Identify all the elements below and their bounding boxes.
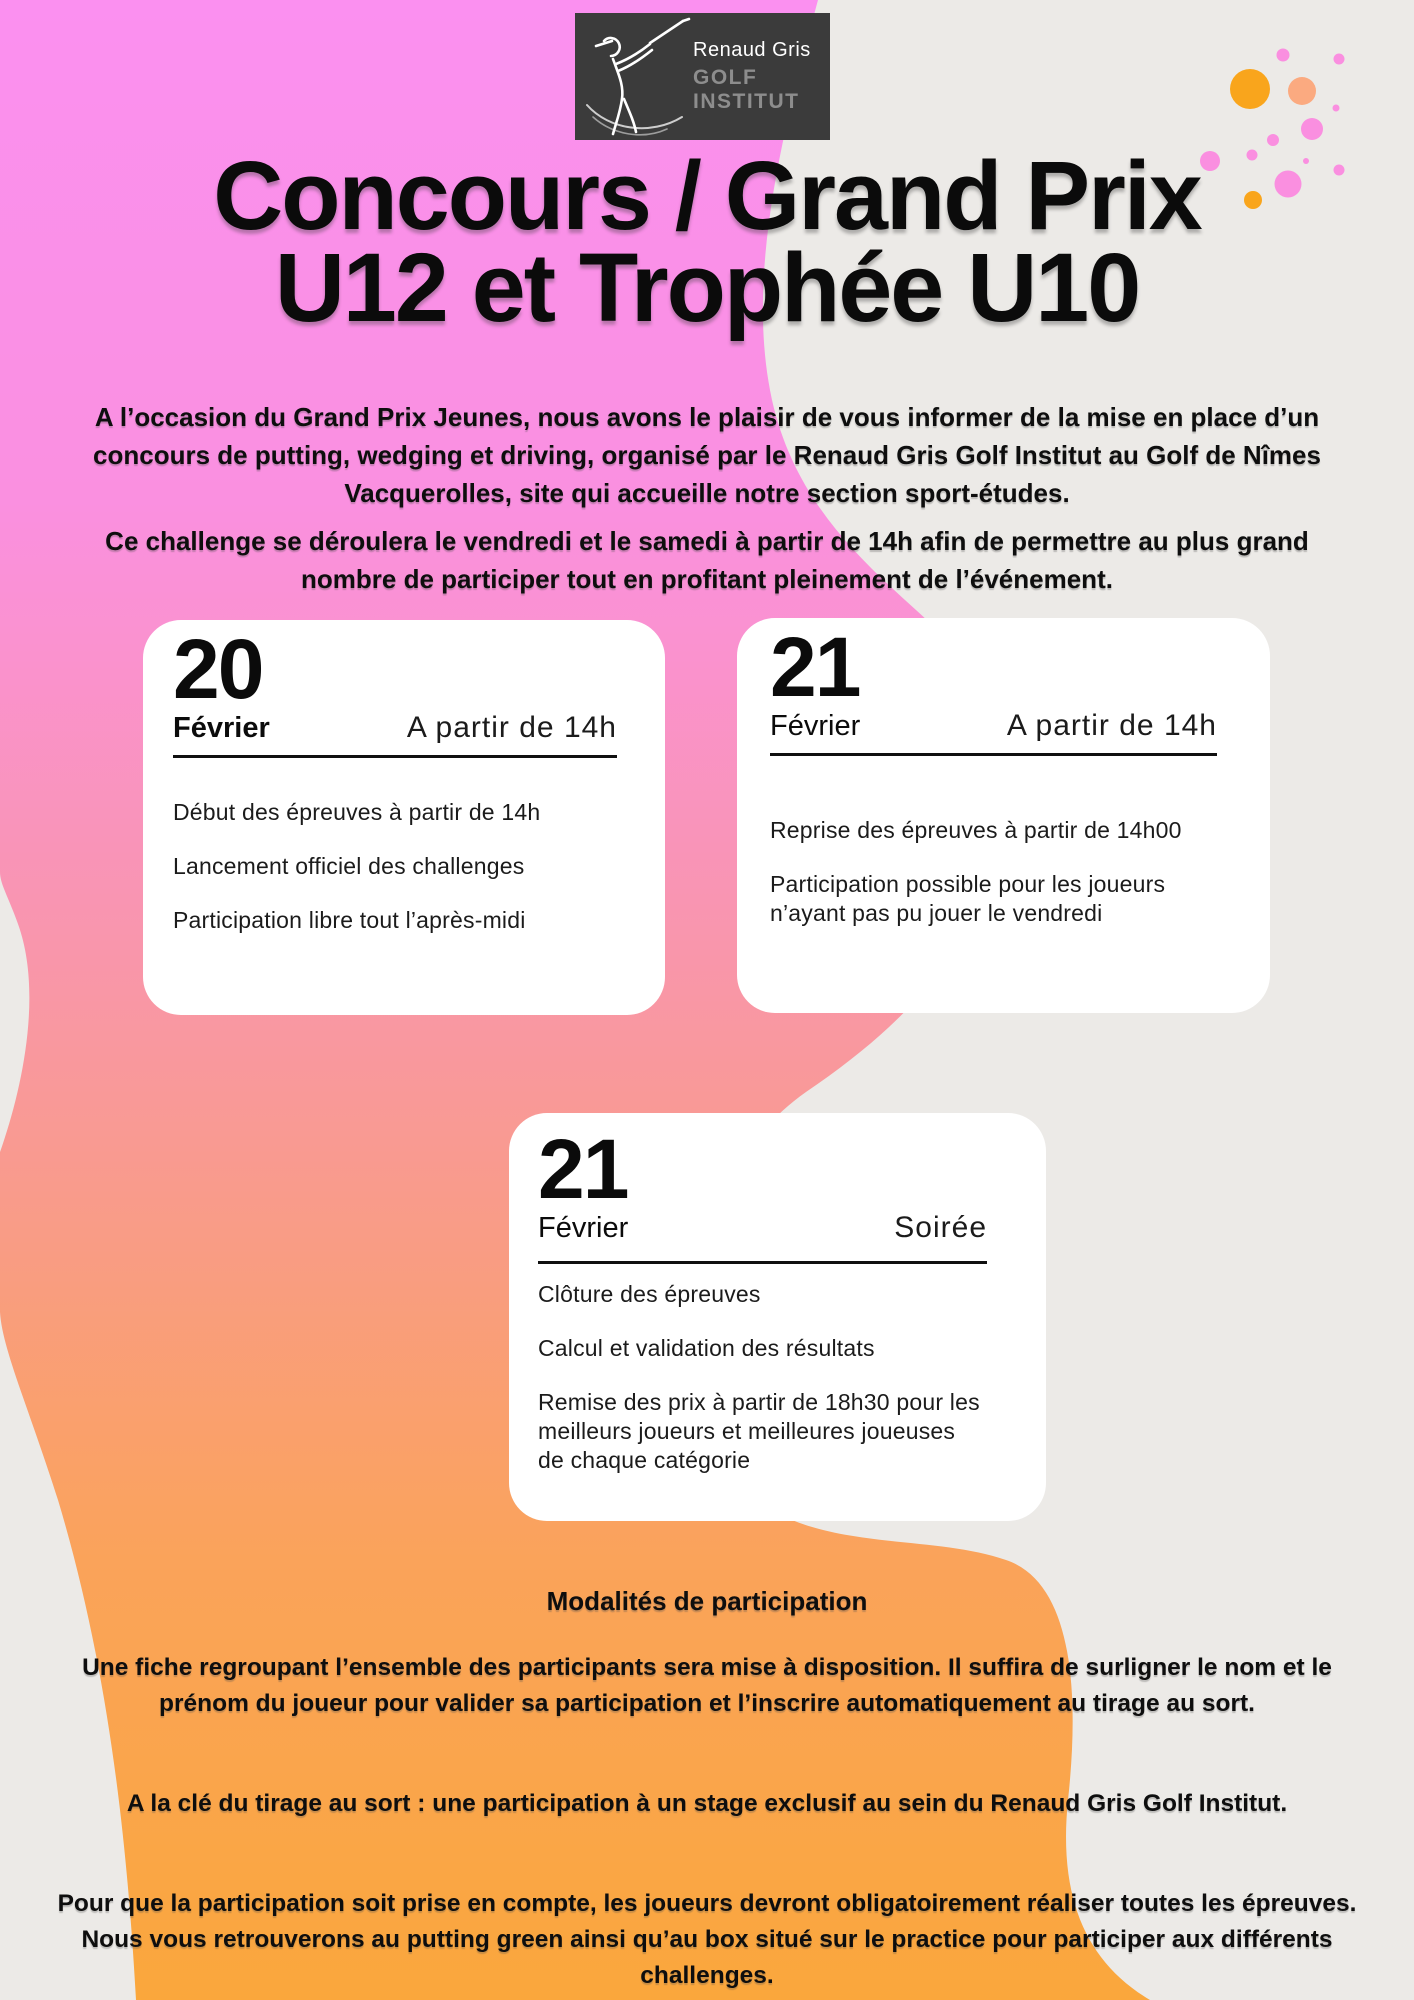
card-time: A partir de 14h [406,711,617,744]
card-items [173,798,617,935]
card-item: Reprise des épreuves à partir de 14h00 [770,817,1182,843]
decor-dot [1301,118,1323,140]
decor-dot [1230,69,1270,109]
card-divider [770,753,1217,756]
card-item: Lancement officiel des challenges [173,853,525,879]
card-item: Participation possible pour les joueurs n’ayant pas pu jouer le vendredi [770,871,1166,926]
card-month-time-row [173,711,617,745]
logo-brand-name: Renaud Gris [693,39,811,61]
golfer-swing-icon [579,13,691,140]
schedule-card-feb21-afternoon [737,618,1270,1013]
card-items [538,1280,987,1475]
card-item: Participation libre tout l’après-midi [173,907,526,933]
modalites-heading: Modalités de participation [546,1586,868,1616]
decor-dot [1267,134,1279,146]
card-day: 21 [538,1122,628,1216]
card-month: Février [173,712,270,744]
card-divider [538,1261,987,1264]
schedule-card-feb20 [143,620,665,1015]
card-divider [173,755,617,758]
card-time: A partir de 14h [1006,709,1217,742]
logo-text [693,39,830,114]
page-title-line1: Concours / Grand Prix [213,141,1201,250]
intro-paragraph-2: Ce challenge se déroulera le vendredi et le samedi à partir de 14h afin de permettre au plus grand nombre de participer tout en profitant pleinement de l’événement. [105,526,1309,594]
decor-dot [1288,77,1316,105]
card-items [770,816,1217,928]
card-day: 21 [770,620,860,714]
card-day: 20 [173,622,263,716]
card-month-time-row [770,709,1217,743]
page-title-line2: U12 et Trophée U10 [274,233,1140,342]
decor-dot [1333,105,1340,112]
page-title [0,141,1414,342]
intro-paragraph-1: A l’occasion du Grand Prix Jeunes, nous avons le plaisir de vous informer de la mise en place d’un concours de putting, wedging et driving, organisé par le Renaud Gris Golf Institut au Golf de Nîmes Vacquerolles, site qui accueille notre section sport-études. [93,402,1321,508]
logo-brand-subtitle: GOLF INSTITUT [693,66,800,113]
modalites-paragraph-2: A la clé du tirage au sort : une participation à un stage exclusif au sein du Renaud Gris Golf Institut. [126,1790,1288,1817]
card-item: Clôture des épreuves [538,1281,761,1307]
card-month: Février [770,710,861,742]
card-item: Remise des prix à partir de 18h30 pour les meilleurs joueurs et meilleures joueuses de chaque catégorie [538,1389,980,1473]
decor-dot [1334,54,1345,65]
card-month-time-row [538,1211,987,1245]
card-time: Soirée [894,1211,987,1244]
modalites-paragraph-1: Une fiche regroupant l’ensemble des participants sera mise à disposition. Il suffira de surligner le nom et le prénom du joueur pour valider sa participation et l’inscrire automatiquement au tirage au sort. [82,1654,1332,1717]
decor-dot [1277,49,1290,62]
modalites-paragraph-3: Pour que la participation soit prise en compte, les joueurs devront obligatoirement réaliser toutes les épreuves. Nous vous retrouverons au putting green ainsi qu’au box situé sur le practice pour participer aux différents challenges. [57,1890,1357,1989]
logo [575,13,830,140]
card-item: Début des épreuves à partir de 14h [173,799,541,825]
schedule-card-feb21-evening [509,1113,1046,1521]
card-month: Février [538,1212,629,1244]
card-item: Calcul et validation des résultats [538,1335,875,1361]
